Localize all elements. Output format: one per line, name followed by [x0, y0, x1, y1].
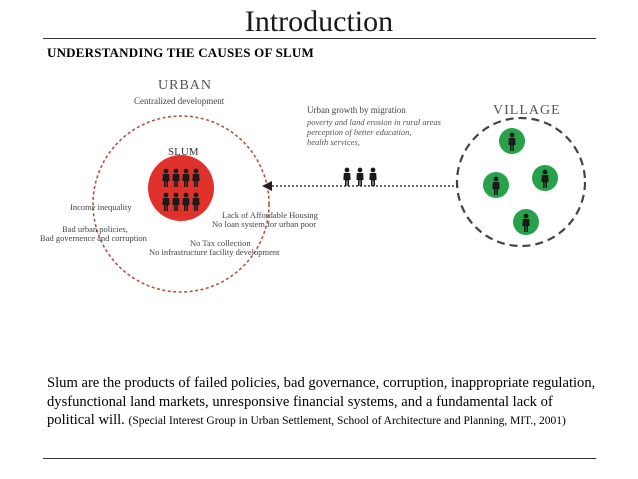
migration-reason: perception of better education,: [307, 127, 412, 137]
migration-reason: health services,: [307, 137, 360, 147]
migrants-icon: [343, 168, 376, 186]
body-text: Slum are the products of failed policies, bad governance, corruption, inappropriate regulation, dysfunctional land markets, unresponsive financial systems, and a fundamental lack of political will.: [47, 375, 596, 428]
village-people-icon: [483, 128, 558, 235]
migration-reason: poverty and land erosion in rural areas: [307, 117, 441, 127]
urban-label: URBAN: [158, 78, 213, 93]
urban-subtitle: Centralized development: [134, 96, 225, 106]
migration-title: Urban growth by migration: [307, 105, 406, 115]
cause-label: Bad governence and corruption: [40, 233, 147, 243]
cause-label: Bad urban policies,: [62, 224, 128, 234]
cause-label: No loan system for urban poor: [212, 219, 317, 229]
top-divider: [43, 38, 596, 39]
slum-causes-diagram: [0, 60, 638, 300]
slum-label: SLUM: [168, 146, 199, 158]
cause-label: Income inequality: [70, 202, 132, 212]
slide-title: Introduction: [244, 5, 394, 38]
slum-circle: [148, 155, 214, 221]
section-subtitle: UNDERSTANDING THE CAUSES OF SLUM: [47, 45, 314, 60]
cause-label: No Tax collection: [190, 238, 251, 248]
body-paragraph: [47, 374, 597, 431]
citation-text: (Special Interest Group in Urban Settlement, School of Architecture and Planning, MIT., 2001): [128, 415, 566, 427]
village-label: VILLAGE: [493, 103, 561, 118]
bottom-divider: [43, 458, 596, 459]
cause-label: No infrastructure facility development: [149, 247, 280, 257]
diagram-graphics: [0, 60, 638, 300]
cause-label: Lack of Affordable Housing: [222, 210, 318, 220]
